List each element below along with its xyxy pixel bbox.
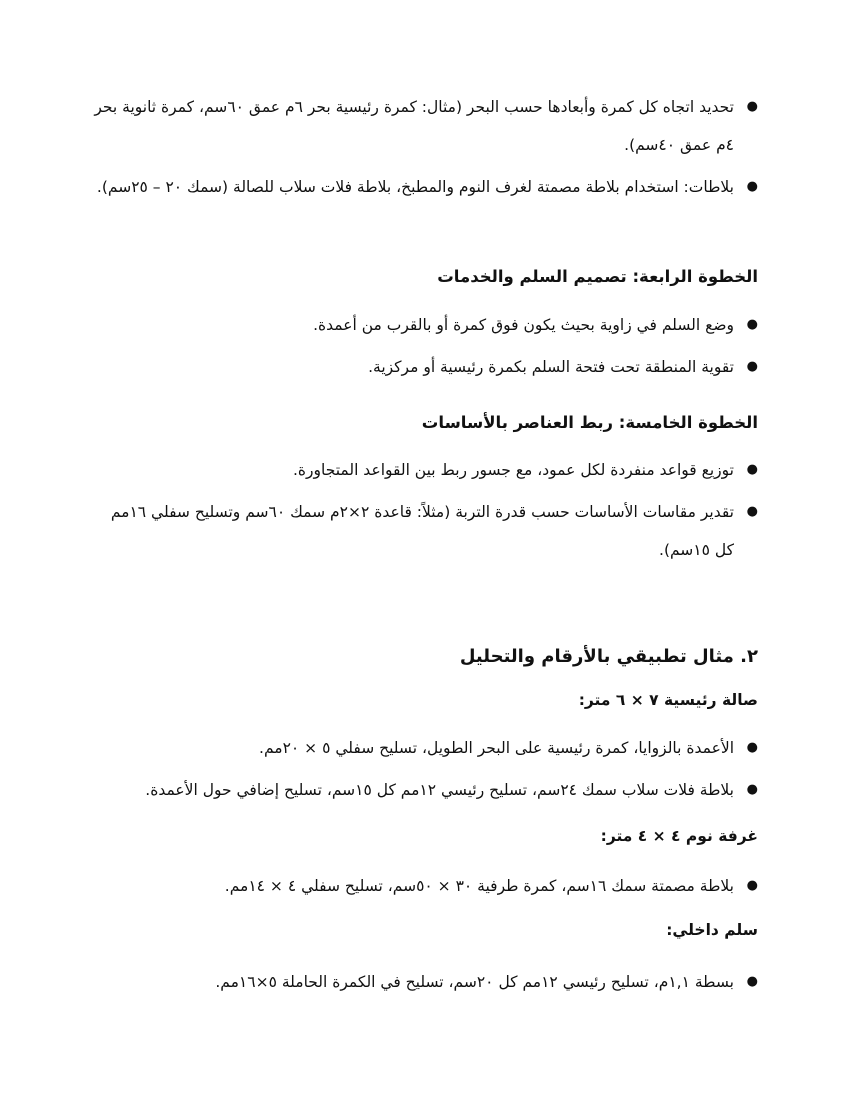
list-item: ● الأعمدة بالزوايا، كمرة رئيسية على البحر الطويل، تسليح سفلي ٥ × ٢٠مم. xyxy=(92,729,758,767)
bullet-icon: ● xyxy=(746,179,758,194)
list-item: ● بلاطات: استخدام بلاطة مصمتة لغرف النوم والمطبخ، بلاطة فلات سلاب للصالة (سمك ٢٠ – ٢٥سم). xyxy=(92,168,758,206)
bedroom-heading: غرفة نوم ٤ × ٤ متر: xyxy=(600,827,758,845)
step5-heading: الخطوة الخامسة: ربط العناصر بالأساسات xyxy=(421,413,758,432)
list-item: ● بلاطة مصمتة سمك ١٦سم، كمرة طرفية ٣٠ × ٥٠سم، تسليح سفلي ٤ × ١٤مم. xyxy=(92,867,758,905)
step5-list xyxy=(92,451,758,569)
bullet-icon: ● xyxy=(746,359,758,374)
bullet-icon: ● xyxy=(746,504,758,519)
list-item: ● توزيع قواعد منفردة لكل عمود، مع جسور ربط بين القواعد المتجاورة. xyxy=(92,451,758,489)
bullet-icon: ● xyxy=(746,317,758,332)
bullet-icon: ● xyxy=(746,974,758,989)
bedroom-list xyxy=(92,867,758,905)
stair-heading: سلم داخلي: xyxy=(666,921,758,939)
step4-heading: الخطوة الرابعة: تصميم السلم والخدمات xyxy=(437,267,758,286)
hall-list xyxy=(92,729,758,809)
bullet-icon: ● xyxy=(746,878,758,893)
bullet-icon: ● xyxy=(746,782,758,797)
list-item: ● بسطة ١,١م، تسليح رئيسي ١٢مم كل ٢٠سم، تسليح في الكمرة الحاملة ٥×١٦مم. xyxy=(92,963,758,1001)
list-item: ● تقدير مقاسات الأساسات حسب قدرة التربة (مثلاً: قاعدة ٢×٢م سمك ٦٠سم وتسليح سفلي ١٦مم كل ١٥سم). xyxy=(92,493,758,569)
stair-list xyxy=(92,963,758,1001)
bullet-icon: ● xyxy=(746,462,758,477)
list-item: ● وضع السلم في زاوية بحيث يكون فوق كمرة أو بالقرب من أعمدة. xyxy=(92,306,758,344)
list-item: ● بلاطة فلات سلاب سمك ٢٤سم، تسليح رئيسي ١٢مم كل ١٥سم، تسليح إضافي حول الأعمدة. xyxy=(92,771,758,809)
top-bullet-list xyxy=(92,88,758,206)
bullet-icon: ● xyxy=(746,99,758,114)
bullet-icon: ● xyxy=(746,740,758,755)
hall-heading: صالة رئيسية ٧ × ٦ متر: xyxy=(578,691,758,709)
list-item: ● تقوية المنطقة تحت فتحة السلم بكمرة رئيسية أو مركزية. xyxy=(92,348,758,386)
step4-list xyxy=(92,306,758,386)
list-item: ● تحديد اتجاه كل كمرة وأبعادها حسب البحر (مثال: كمرة رئيسية بحر ٦م عمق ٦٠سم، كمرة ثانوية بحر ٤م عمق ٤٠سم). xyxy=(92,88,758,164)
section2-heading: ٢. مثال تطبيقي بالأرقام والتحليل xyxy=(459,646,758,667)
